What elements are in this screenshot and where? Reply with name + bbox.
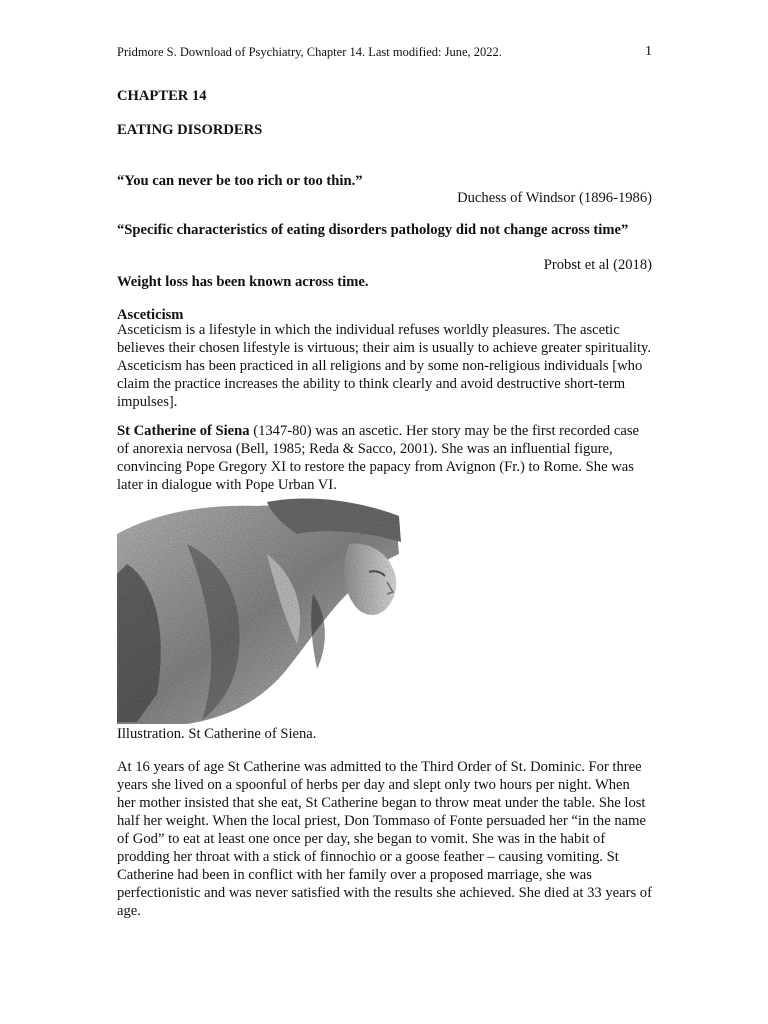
- catherine-story-paragraph: At 16 years of age St Catherine was admitted to the Third Order of St. Dominic. For three years she lived on a spoonful of herbs per day and slept only two hours per night. When her mother insisted that she eat, St Catherine began to throw meat under the table. She lost half her weight. When the local priest, Don Tommaso of Fonte persuaded her “in the name of God” to eat at least one once per day, she began to vomit. She was in the habit of prodding her throat with a stick of finnochio or a goose feather – causing vomiting. St Catherine had been in conflict with her family over a proposed marriage, she was perfectionistic and was never satisfied with the results she achieved. She died at 33 years of age.: [117, 759, 652, 919]
- section-heading-asceticism: Asceticism: [117, 307, 184, 323]
- catherine-intro-paragraph: [117, 422, 652, 494]
- st-catherine-illustration: [117, 494, 402, 724]
- catherine-intro-text: (1347-80) was an ascetic. Her story may be the first recorded case of anorexia nervosa (Bell, 1985; Reda & Sacco, 2001). She was an influential figure, convincing Pope Gregory XI to restore the papacy from Avignon (Fr.) to Rome. She was later in dialogue with Pope Urban VI.: [117, 423, 639, 493]
- asceticism-paragraph: Asceticism is a lifestyle in which the individual refuses worldly pleasures. The ascetic believes their chosen lifestyle is virtuous; their aim is usually to achieve greater spirituality. Asceticism has been practiced in all religions and by some non-religious individuals [who claim the practice increases the ability to think clearly and avoid destructive short-term impulses].: [117, 322, 652, 410]
- page-number: 1: [645, 44, 652, 59]
- epigraph-attribution-1: Duchess of Windsor (1896-1986): [457, 190, 652, 206]
- epigraph-quote-2: “Specific characteristics of eating disorders pathology did not change across time”: [117, 222, 629, 238]
- chapter-label: CHAPTER 14: [117, 88, 207, 104]
- lead-statement: Weight loss has been known across time.: [117, 274, 369, 290]
- epigraph-quote-1: “You can never be too rich or too thin.”: [117, 173, 363, 189]
- chapter-title: EATING DISORDERS: [117, 122, 263, 138]
- figure-caption: Illustration. St Catherine of Siena.: [117, 726, 317, 742]
- catherine-name: St Catherine of Siena: [117, 423, 250, 439]
- running-header: [117, 44, 652, 60]
- epigraph-attribution-2: Probst et al (2018): [543, 257, 652, 273]
- running-title: Pridmore S. Download of Psychiatry, Chapter 14. Last modified: June, 2022.: [117, 45, 502, 59]
